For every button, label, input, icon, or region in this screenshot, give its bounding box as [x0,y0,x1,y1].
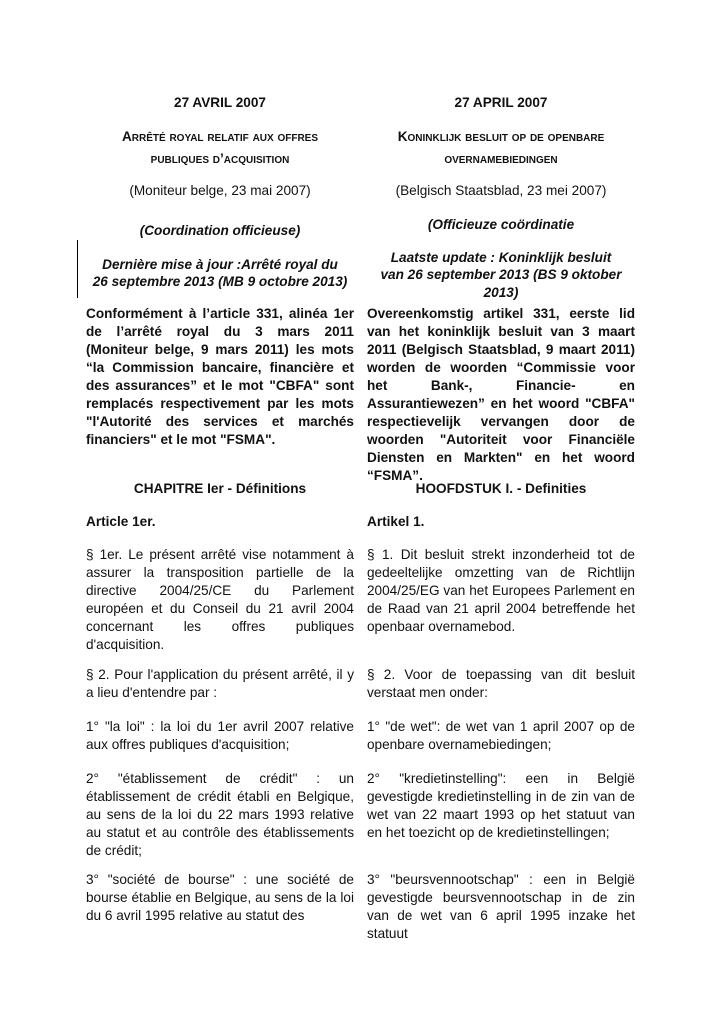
nl-title-line2: overnamebiedingen [444,151,558,166]
revision-bar [77,240,78,298]
nl-chapter-heading: HOOFDSTUK I. - Definities [415,481,587,496]
fr-article-heading: Article 1er. [86,514,156,529]
nl-item-2: 2° "kredietinstelling": een in België gevestigde kredietinstelling in de zin van de wet van 22 maart 1993 op het statuut van en het toezicht op de kredietinstellingen; [367,771,635,840]
nl-paragraph-2: § 2. Voor de toepassing van dit besluit verstaat men onder: [367,667,635,700]
fr-update-line1: Dernière mise à jour :Arrêté royal du [102,257,338,272]
fr-title-line2: publiques d’acquisition [150,151,290,166]
nl-item-3: 3° "beursvennootschap" : een in België gevestigde beursvennootschap in de zin van de wet van 6 april 1995 inzake het statuut [367,872,635,941]
fr-note: Conformément à l’article 331, alinéa 1er de l’arrêté royal du 3 mars 2011 (Moniteur belge, 9 mars 2011) les mots “la Commission bancaire, financière et des assurances” et le mot "CBFA" sont remplacés respectivement par les mots "l'Autorité des services et marchés financiers" et le mot "FSMA". [86,306,354,447]
nl-title-line1: Koninklijk besluit op de openbare [397,129,605,144]
fr-coordination: (Coordination officieuse) [139,223,301,238]
fr-item-1: 1° "la loi" : la loi du 1er avril 2007 relative aux offres publiques d'acquisition; [86,719,354,752]
nl-item-1: 1° "de wet": de wet van 1 april 2007 op de openbare overnamebiedingen; [367,719,635,752]
fr-update-line2: 26 septembre 2013 (MB 9 octobre 2013) [92,274,348,289]
fr-source: (Moniteur belge, 23 mai 2007) [129,183,311,198]
fr-paragraph-1: § 1er. Le présent arrêté vise notamment à assurer la transposition partielle de la directive 2004/25/CE du Parlement européen et du Conseil du 21 avril 2004 concernant les offres publiques d'acquisition. [86,547,354,652]
nl-update-line1: Laatste update : Koninklijk besluit [390,250,612,265]
fr-chapter-heading: CHAPITRE Ier - Définitions [133,481,307,496]
fr-item-2: 2° "établissement de crédit" : un établissement de crédit établi en Belgique, au sens de la loi du 22 mars 1993 relative au statut et au contrôle des établissements de crédit; [86,771,354,858]
nl-note: Overeenkomstig artikel 331, eerste lid van het koninklijk besluit van 3 maart 2011 (Belgisch Staatsblad, 9 maart 2011) worden de woorden “Commissie voor het Bank-, Financie- en Assurantiewezen” en het woord "CBFA" respectievelijk vervangen door de woorden "Autoriteit voor Financiële Diensten en Markten" en het woord “FSMA”. [367,306,635,483]
nl-article-heading: Artikel 1. [367,514,425,529]
fr-item-3: 3° "société de bourse" : une société de bourse établie en Belgique, au sens de la loi du 6 avril 1995 relative au statut des [86,872,354,923]
nl-date: 27 APRIL 2007 [454,95,548,110]
fr-title-line1: Arrêté royal relatif aux offres [121,129,319,144]
fr-paragraph-2: § 2. Pour l'application du présent arrêté, il y a lieu d'entendre par : [86,667,354,700]
nl-update-line2: van 26 september 2013 (BS 9 oktober 2013) [380,267,622,300]
nl-coordination: (Officieuze coördinatie [427,217,575,232]
fr-date: 27 AVRIL 2007 [174,95,266,110]
nl-paragraph-1: § 1. Dit besluit strekt inzonderheid tot de gedeeltelijke omzetting van de Richtlijn 2004/25/EG van het Europees Parlement en de Raad van 21 april 2004 betreffende het openbaar overnamebod. [367,547,635,634]
nl-source: (Belgisch Staatsblad, 23 mei 2007) [395,183,607,198]
